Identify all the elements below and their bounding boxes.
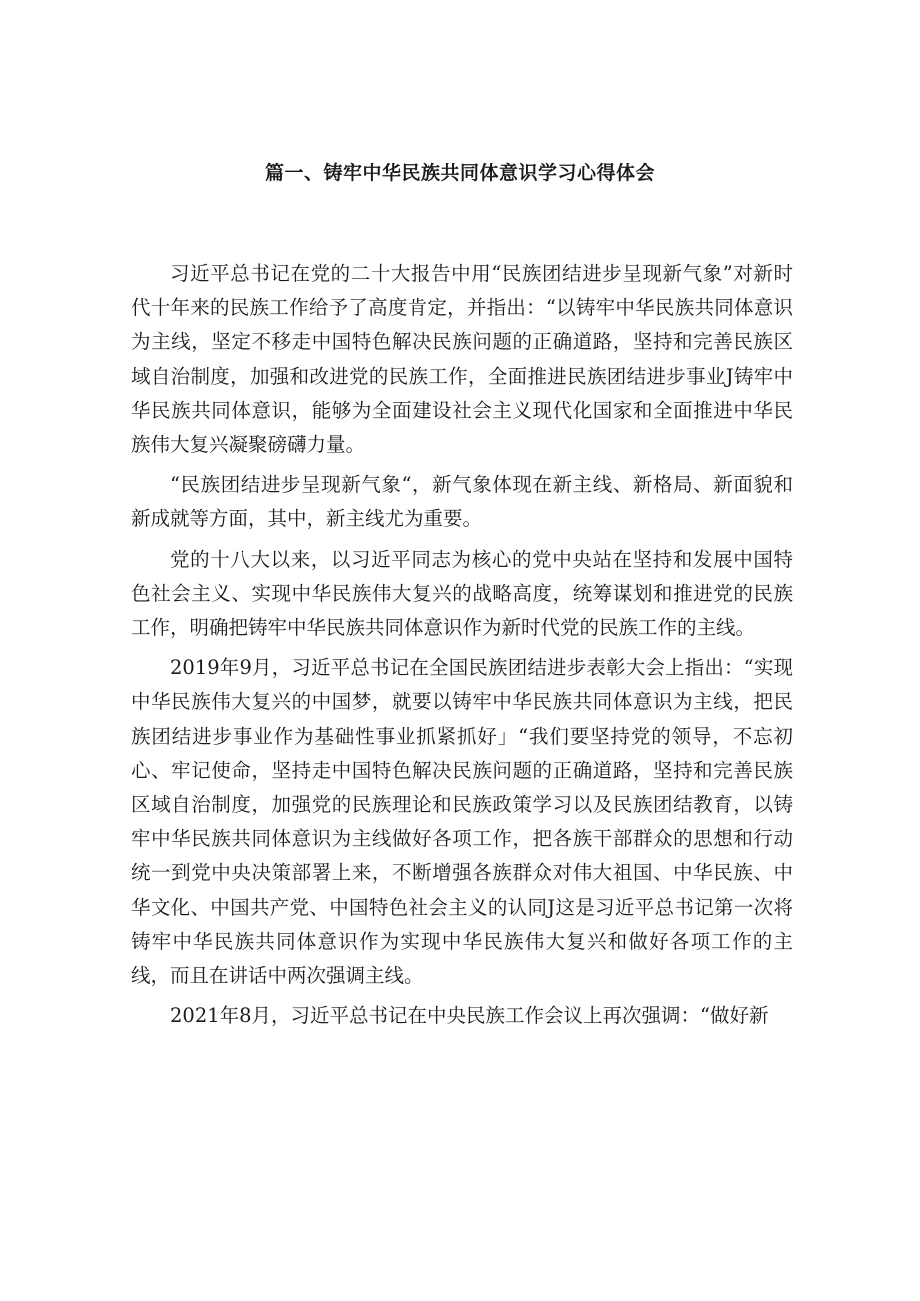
document-body (131, 257, 793, 1037)
paragraph-3: 党的十八大以来，以习近平同志为核心的党中央站在坚持和发展中国特色社会主义、实现中华民族伟大复兴的战略高度，统筹谋划和推进党的民族工作，明确把铸牢中华民族共同体意识作为新时代党的民族工作的主线。 (131, 547, 793, 640)
document-title: 篇一、铸牢中华民族共同体意识学习心得体会 (264, 162, 655, 184)
paragraph-5: 2021年8月，习近平总书记在中央民族工作会议上再次强调：“做好新 (170, 1004, 769, 1028)
paragraph-2: “民族团结进步呈现新气象“，新气象体现在新主线、新格局、新面貌和新成就等方面，其中，新主线尤为重要。 (131, 473, 793, 531)
paragraph-1: 习近平总书记在党的二十大报告中用“民族团结进步呈现新气象”对新时代十年来的民族工作给予了高度肯定，并指出：“以铸牢中华民族共同体意识为主线，坚定不移走中国特色解决民族问题的正确道路，坚持和完善民族区域自治制度，加强和改进党的民族工作，全面推进民族团结进步事业J铸牢中华民族共同体意识，能够为全面建设社会主义现代化国家和全面推进中华民族伟大复兴凝聚磅礴力量。 (131, 262, 793, 457)
paragraph-4: 2019年9月，习近平总书记在全国民族团结进步表彰大会上指出：“实现中华民族伟大复兴的中国梦，就要以铸牢中华民族共同体意识为主线，把民族团结进步事业作为基础性事业抓紧抓好」“我们要坚持党的领导，不忘初心、牢记使命，坚持走中国特色解决民族问题的正确道路，坚持和完善民族区域自治制度，加强党的民族理论和民族政策学习以及民族团结教育，以铸牢中华民族共同体意识为主线做好各项工作，把各族干部群众的思想和行动统一到党中央决策部署上来，不断增强各族群众对伟大祖国、中华民族、中华文化、中国共产党、中国特色社会主义的认同J这是习近平总书记第一次将铸牢中华民族共同体意识作为实现中华民族伟大复兴和做好各项工作的主线，而且在讲话中两次强调主线。 (131, 656, 793, 988)
